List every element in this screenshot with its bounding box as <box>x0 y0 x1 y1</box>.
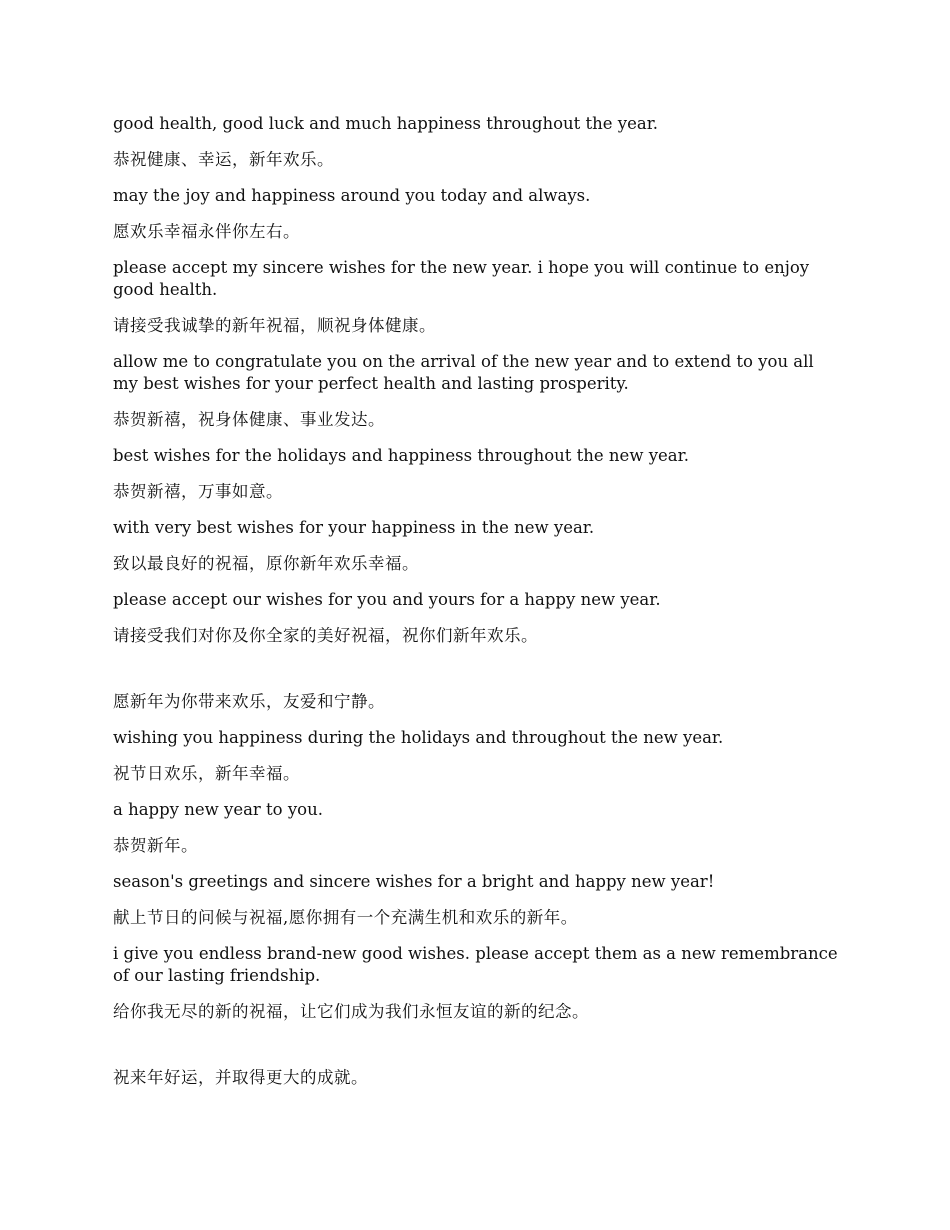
greeting-en-9: wishing you happiness during the holidays and throughout the new year. <box>113 728 724 747</box>
greeting-en-6: with very best wishes for your happiness in the new year. <box>113 518 595 537</box>
greeting-cn-5: 恭贺新禧，万事如意。 <box>113 482 283 501</box>
greeting-cn-9: 祝节日欢乐，新年幸福。 <box>113 764 300 783</box>
greeting-cn-4: 恭贺新禧，祝身体健康、事业发达。 <box>113 410 385 429</box>
greeting-cn-11: 献上节日的问候与祝福,愿你拥有一个充满生机和欢乐的新年。 <box>113 908 578 927</box>
greeting-cn-3: 请接受我诚挚的新年祝福，顺祝身体健康。 <box>113 316 436 335</box>
greeting-en-2: may the joy and happiness around you today and always. <box>113 186 591 205</box>
greeting-en-3: please accept my sincere wishes for the new year. i hope you will continue to enjoy good health. <box>113 258 810 299</box>
greeting-cn-12: 给你我无尽的新的祝福，让它们成为我们永恒友谊的新的纪念。 <box>113 1002 589 1021</box>
greeting-cn-8: 愿新年为你带来欢乐，友爱和宁静。 <box>113 692 385 711</box>
greeting-en-4: allow me to congratulate you on the arrival of the new year and to extend to you all my best wishes for your perfect health and lasting prosperity. <box>113 352 814 393</box>
greeting-cn-1: 恭祝健康、幸运，新年欢乐。 <box>113 150 334 169</box>
greeting-en-10: a happy new year to you. <box>113 800 323 819</box>
greeting-cn-2: 愿欢乐幸福永伴你左右。 <box>113 222 300 241</box>
greeting-cn-10: 恭贺新年。 <box>113 836 198 855</box>
greeting-en-12: i give you endless brand-new good wishes. please accept them as a new remembrance of our lasting friendship. <box>113 944 838 985</box>
greeting-en-5: best wishes for the holidays and happiness throughout the new year. <box>113 446 689 465</box>
blank-line <box>113 661 843 691</box>
greeting-en-7: please accept our wishes for you and yours for a happy new year. <box>113 590 661 609</box>
greeting-en-11: season's greetings and sincere wishes for a bright and happy new year! <box>113 872 715 891</box>
greeting-cn-6: 致以最良好的祝福，原你新年欢乐幸福。 <box>113 554 419 573</box>
blank-line <box>113 1037 843 1067</box>
document-body <box>113 113 843 1103</box>
greeting-cn-7: 请接受我们对你及你全家的美好祝福，祝你们新年欢乐。 <box>113 626 538 645</box>
greeting-en-1: good health, good luck and much happiness throughout the year. <box>113 114 659 133</box>
greeting-cn-13: 祝来年好运，并取得更大的成就。 <box>113 1068 368 1087</box>
